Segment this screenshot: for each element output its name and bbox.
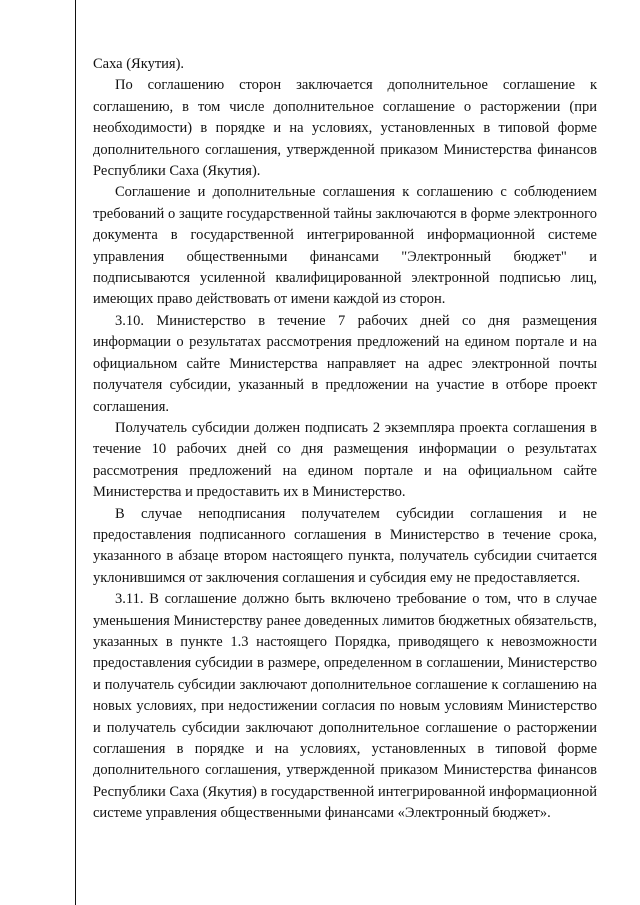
paragraph-3: Соглашение и дополнительные соглашения к соглашению с соблюдением требований о защите государственной тайны заключаются в форме электронного документа в государственной интегрированной информационной системе управления общественными финансами "Электронный бюджет" и подписываются усиленной квалифицированной электронной подписью лиц, имеющих право действовать от имени каждой из сторон. [93,184,597,308]
paragraph-6: В случае неподписания получателем субсидии соглашения и не предоставления подписанного соглашения в Министерство в течение срока, указанного в абзаце втором настоящего пункта, получатель субсидии считается уклонившимся от заключения соглашения и субсидия ему не предоставляется. [93,505,597,586]
paragraph-3-11: 3.11. В соглашение должно быть включено требование о том, что в случае уменьшения Министерству ранее доведенных лимитов бюджетных обязательств, указанных в пункте 1.3 настоящего Порядка, приводящего к невозможности предоставления субсидии в размере, определенном в соглашении, Министерство и получатель субсидии заключают дополнительное соглашение к соглашению на новых условиях, при недостижении согласия по новым условиям Министерство и получатель субсидии заключают дополнительное соглашение о расторжении соглашения в порядке и на условиях, установленных в типовой форме дополнительного соглашения, утвержденной приказом Министерства финансов Республики Саха (Якутия) в государственной интегрированной информационной системе управления общественными финансами «Электронный бюджет». [93,591,597,822]
document-body [93,54,597,825]
paragraph-2: По соглашению сторон заключается дополнительное соглашение к соглашению, в том числе дополнительное соглашение о расторжении (при необходимости) в порядке и на условиях, установленных в типовой форме дополнительного соглашения, утвержденной приказом Министерства финансов Республики Саха (Якутия). [93,77,597,180]
paragraph-3-10: 3.10. Министерство в течение 7 рабочих дней со дня размещения информации о результатах рассмотрения предложений на едином портале и на официальном сайте Министерства направляет на адрес электронной почты получателя субсидии, указанный в предложении на участие в отборе проект соглашения. [93,312,597,415]
left-margin-line [75,0,76,905]
paragraph-1: Саха (Якутия). [93,56,185,72]
paragraph-5: Получатель субсидии должен подписать 2 экземпляра проекта соглашения в течение 10 рабочих дней со дня размещения информации о результатах рассмотрения предложений на едином портале и на официальном сайте Министерства и предоставить их в Министерство. [93,419,597,501]
